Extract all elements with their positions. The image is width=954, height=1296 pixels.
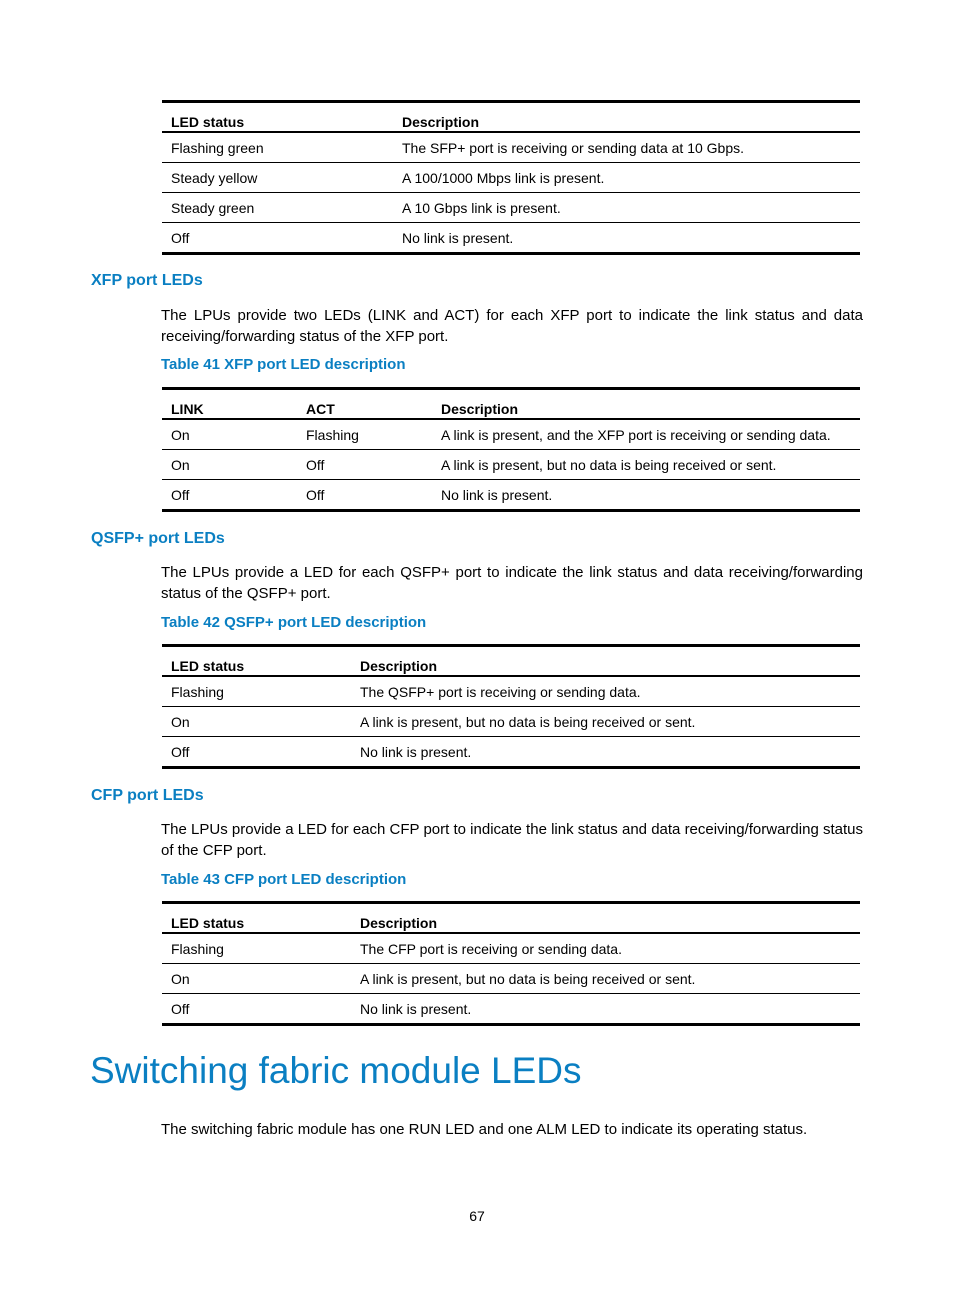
- table-cell: Off: [171, 1000, 190, 1017]
- table-cell: Flashing green: [162, 132, 393, 163]
- table-cell: A 100/1000 Mbps link is present.: [393, 163, 860, 193]
- table-cell: A 10 Gbps link is present.: [393, 193, 860, 223]
- table-cell: Off: [171, 486, 190, 503]
- table-cell: On: [162, 450, 297, 480]
- qsfp-led-table: [162, 644, 860, 769]
- table-cell: No link is present.: [402, 229, 514, 246]
- table-row: [162, 193, 860, 223]
- table-cell: The QSFP+ port is receiving or sending data.: [351, 676, 860, 707]
- table-cell: Off: [171, 229, 190, 246]
- table-header: ACT: [297, 389, 432, 420]
- table-header: Description: [351, 646, 860, 677]
- table-cell: No link is present.: [360, 743, 472, 760]
- table-header: LINK: [162, 389, 297, 420]
- table-header: LED status: [162, 646, 351, 677]
- table-cell: Flashing: [162, 933, 351, 964]
- table-row: [162, 450, 860, 480]
- table-row: [162, 737, 860, 768]
- cfp-paragraph: The LPUs provide a LED for each CFP port to indicate the link status and data receiving/forwarding status of the CFP port.: [161, 821, 863, 859]
- table-header: Description: [351, 903, 860, 934]
- qsfp-heading: QSFP+ port LEDs: [91, 530, 225, 547]
- table-cell: On: [162, 707, 351, 737]
- table-row: [162, 707, 860, 737]
- table-row: [162, 480, 860, 511]
- xfp-heading: XFP port LEDs: [91, 272, 203, 289]
- table-cell: No link is present.: [360, 1000, 472, 1017]
- table-row: [162, 163, 860, 193]
- table-row: [162, 132, 860, 163]
- table-cell: On: [162, 964, 351, 994]
- table-cell: The CFP port is receiving or sending data.: [351, 933, 860, 964]
- table-cell: No link is present.: [441, 486, 553, 503]
- table-cell: Flashing: [297, 419, 432, 450]
- xfp-table-caption: Table 41 XFP port LED description: [161, 356, 406, 373]
- table-cell: Steady green: [162, 193, 393, 223]
- section-title: Switching fabric module LEDs: [90, 1050, 582, 1091]
- table-row: [162, 419, 860, 450]
- table-cell: Off: [171, 743, 190, 760]
- section-paragraph: The switching fabric module has one RUN LED and one ALM LED to indicate its operating status.: [161, 1121, 808, 1138]
- table-cell: Off: [306, 486, 325, 503]
- table-row: [162, 676, 860, 707]
- table-cell: Steady yellow: [162, 163, 393, 193]
- table-cell: Off: [297, 450, 432, 480]
- table-cell: A link is present, but no data is being received or sent.: [432, 450, 860, 480]
- cfp-heading: CFP port LEDs: [91, 787, 204, 804]
- table-header: Description: [393, 102, 860, 133]
- table-cell: The SFP+ port is receiving or sending data at 10 Gbps.: [393, 132, 860, 163]
- xfp-paragraph: The LPUs provide two LEDs (LINK and ACT) for each XFP port to indicate the link status and data receiving/forwarding status of the XFP port.: [161, 307, 863, 345]
- sfp-led-table: [162, 100, 860, 255]
- table-header: LED status: [162, 903, 351, 934]
- table-header: Description: [432, 389, 860, 420]
- table-row: [162, 964, 860, 994]
- table-cell: On: [162, 419, 297, 450]
- table-cell: Flashing: [162, 676, 351, 707]
- cfp-table-caption: Table 43 CFP port LED description: [161, 871, 407, 888]
- table-row: [162, 223, 860, 254]
- xfp-led-table: [162, 387, 860, 512]
- qsfp-paragraph: The LPUs provide a LED for each QSFP+ port to indicate the link status and data receiving/forwarding status of the QSFP+ port.: [161, 564, 863, 602]
- table-cell: A link is present, but no data is being received or sent.: [351, 707, 860, 737]
- table-row: [162, 994, 860, 1025]
- cfp-led-table: [162, 901, 860, 1026]
- table-header: LED status: [162, 102, 393, 133]
- table-row: [162, 933, 860, 964]
- table-cell: A link is present, and the XFP port is receiving or sending data.: [432, 419, 860, 450]
- table-cell: A link is present, but no data is being received or sent.: [351, 964, 860, 994]
- page-number: 67: [469, 1208, 485, 1224]
- qsfp-table-caption: Table 42 QSFP+ port LED description: [161, 614, 427, 631]
